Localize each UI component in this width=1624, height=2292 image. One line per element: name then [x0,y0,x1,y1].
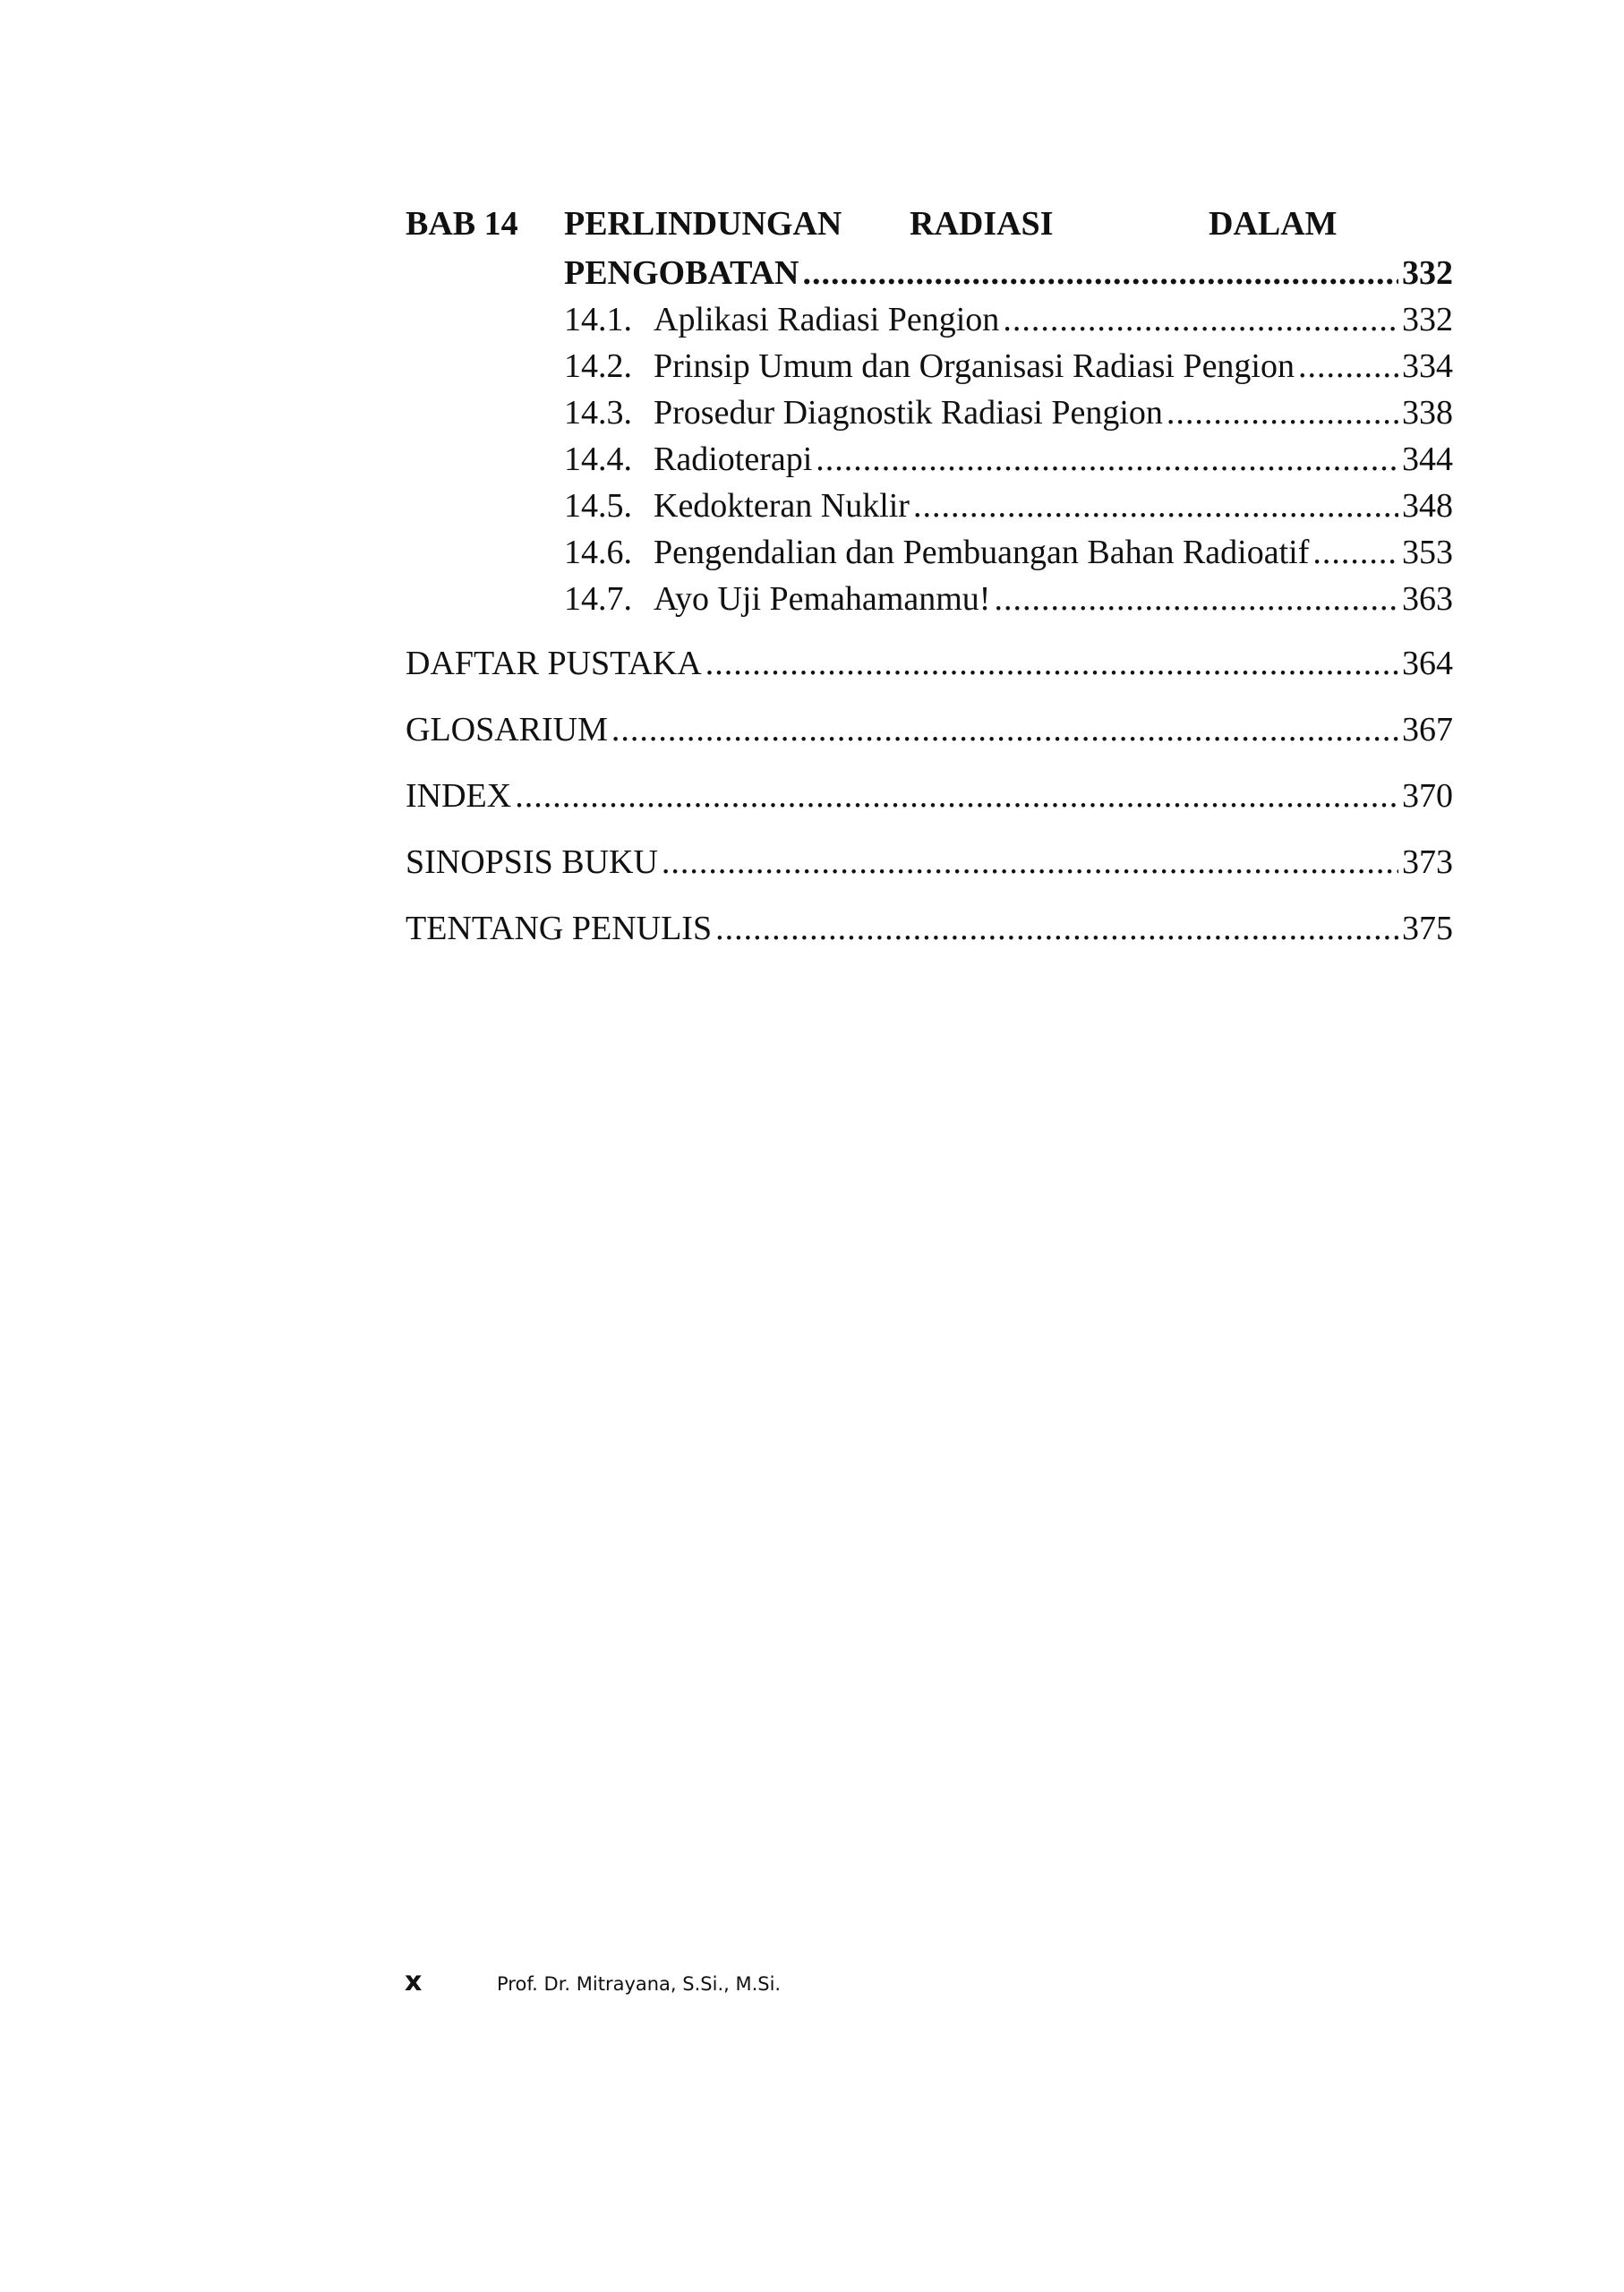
section-number: 14.7. [564,580,632,618]
chapter-number: BAB 14 [406,205,518,243]
dot-leader [705,641,1398,687]
dot-leader [994,577,1398,622]
chapter-title-line2: PENGOBATAN [564,254,799,292]
footer-author: Prof. Dr. Mitrayana, S.Si., M.Si. [497,1973,782,1995]
section-number: 14.5. [564,487,632,525]
toc-entry[interactable] [406,483,1453,530]
toc-entry[interactable] [406,437,1453,483]
section-title: Ayo Uji Pemahamanmu! [654,580,991,618]
page-number: 344 [1402,440,1453,478]
section-number: 14.3. [564,394,632,432]
section-title: Pengendalian dan Pembuangan Bahan Radioatif [654,534,1310,571]
page-number: 363 [1402,580,1453,618]
chapter-title-word: PERLINDUNGAN [564,205,842,243]
toc-entry[interactable] [406,390,1453,437]
page-number: 338 [1402,394,1453,432]
toc-entry[interactable] [406,577,1453,623]
dot-leader [611,707,1398,753]
dot-leader [816,437,1398,483]
toc-entry-back-matter[interactable] [406,707,1453,756]
entry-title: TENTANG PENULIS [406,910,713,947]
entry-title: DAFTAR PUSTAKA [406,645,702,682]
toc-entry-back-matter[interactable] [406,840,1453,888]
toc-entry[interactable] [406,297,1453,344]
page-number: 348 [1402,487,1453,525]
dot-leader [515,774,1398,819]
toc-entry[interactable] [406,344,1453,390]
footer-page-number: x [405,1966,423,1997]
dot-leader [913,483,1398,529]
page-number: 353 [1402,534,1453,571]
page-number: 373 [1402,843,1453,881]
page-number: 375 [1402,910,1453,947]
section-title: Aplikasi Radiasi Pengion [654,301,1000,338]
dot-leader [662,840,1398,885]
toc-entry-back-matter[interactable] [406,641,1453,689]
entry-title: INDEX [406,777,512,815]
section-number: 14.1. [564,301,632,338]
dot-leader [1298,344,1398,389]
chapter-title-word: RADIASI [910,205,1054,243]
page-number: 332 [1402,254,1453,292]
table-of-contents [406,204,1453,954]
entry-title: SINOPSIS BUKU [406,843,658,881]
section-number: 14.6. [564,534,632,571]
page-number: 370 [1402,777,1453,815]
page-number: 367 [1402,711,1453,748]
section-title: Kedokteran Nuklir [654,487,910,525]
dot-leader [1167,390,1398,436]
section-number: 14.2. [564,347,632,385]
chapter-title-word: DALAM [1209,205,1338,243]
page-number: 334 [1402,347,1453,385]
toc-entry-back-matter[interactable] [406,906,1453,954]
dot-leader [715,906,1398,952]
page-number: 364 [1402,645,1453,682]
entry-title: GLOSARIUM [406,711,608,748]
section-title: Prinsip Umum dan Organisasi Radiasi Pengion [654,347,1295,385]
toc-entry-back-matter[interactable] [406,774,1453,822]
toc-entry[interactable] [406,530,1453,577]
dot-leader [1312,530,1398,576]
section-title: Radioterapi [654,440,813,478]
dot-leader [1003,297,1398,343]
chapter-title-entry[interactable] [406,251,1453,297]
section-title: Prosedur Diagnostik Radiasi Pengion [654,394,1163,432]
dot-leader [803,251,1399,296]
section-number: 14.4. [564,440,632,478]
chapter-heading [406,204,1453,251]
page-number: 332 [1402,301,1453,338]
